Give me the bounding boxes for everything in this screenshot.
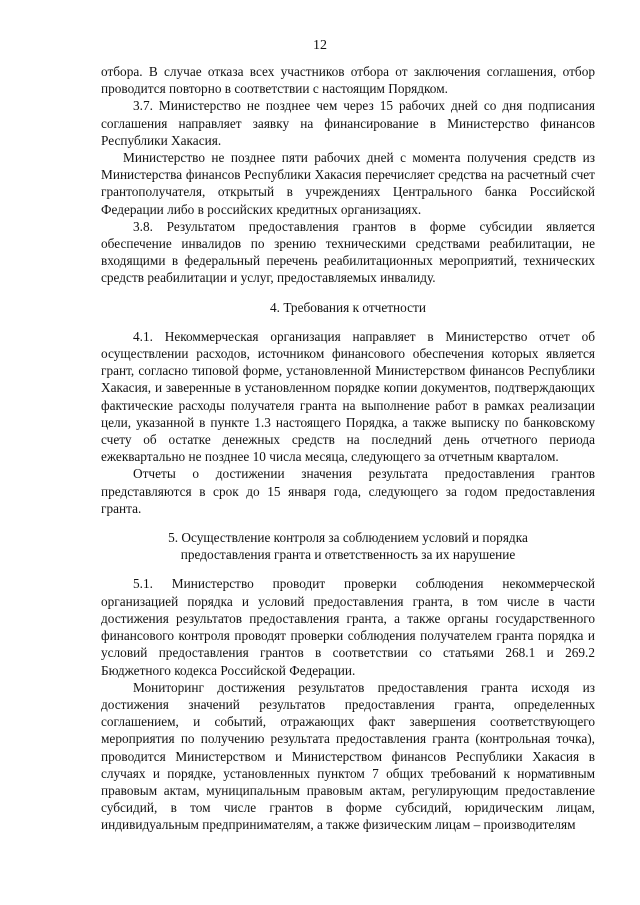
paragraph-4-1: 4.1. Некоммерческая организация направляет в Министерство отчет об осуществлении расходов, источником финансового обеспечения которых является грант, согласно типовой форме, установленной Министерством финансов Республики Хакасия, и заверенные в установленном порядке копии документов, подтверждающих фактические расходы получателя гранта на выполнение работ в рамках реализации цели, указанной в пункте 1.3 настоящего Порядка, а также выписку по банковскому счету об остатке денежных средств на последний день отчетного периода ежеквартально не позднее 10 числа месяца, следующего за отчетным кварталом.	[101, 328, 595, 465]
paragraph-continuation: отбора. В случае отказа всех участников отбора от заключения соглашения, отбор проводится повторно в соответствии с настоящим Порядком.	[101, 64, 595, 97]
document-body	[101, 63, 595, 834]
section-heading-5-line2: предоставления гранта и ответственность за их нарушение	[180, 547, 516, 563]
paragraph-5-1: 5.1. Министерство проводит проверки соблюдения некоммерческой организацией порядка и условий предоставления гранта, в том числе в части достижения результатов предоставления гранта, а также органы государственного финансового контроля проводят проверки соблюдения получателем гранта порядка и условий предоставления грантов в соответствии со статьями 268.1 и 269.2 Бюджетного кодекса Российской Федерации.	[101, 576, 595, 678]
section-heading-4: 4. Требования к отчетности	[270, 299, 426, 315]
paragraph-monitoring: Мониторинг достижения результатов предоставления гранта исходя из достижения значений результатов предоставления гранта, определенных соглашением, и событий, отражающих факт завершения соответствующего мероприятия по получению результата предоставления гранта (контрольная точка), проводится Министерством и Министерством финансов Республики Хакасия в случаях и порядке, установленных пунктом 7 общих требований к нормативным правовым актам, муниципальным правовым актам, регулирующим предоставление субсидий, в том числе грантов в форме субсидий, юридическим лицам, индивидуальным предпринимателям, а также физическим лицам – производителям	[101, 679, 595, 833]
paragraph-3-8: 3.8. Результатом предоставления грантов в форме субсидии является обеспечение инвалидов по зрению техническими средствами реабилитации, не входящими в федеральный перечень реабилитационных мероприятий, технических средств реабилитации и услуг, предоставляемых инвалиду.	[101, 218, 595, 286]
section-heading-5	[101, 529, 595, 563]
page-number: 12	[313, 38, 327, 53]
paragraph-funds-transfer: Министерство не позднее пяти рабочих дней с момента получения средств из Министерства финансов Республики Хакасия перечисляет средства на расчетный счет грантополучателя, открытый в учреждениях Центрального банка Российской Федерации либо в российских кредитных организациях.	[101, 150, 595, 217]
paragraph-reports: Отчеты о достижении значения результата предоставления грантов представляются в срок до 15 января года, следующего за годом предоставления гранта.	[101, 466, 595, 516]
paragraph-3-7: 3.7. Министерство не позднее чем через 15 рабочих дней со дня подписания соглашения направляет заявку на финансирование в Министерство финансов Республики Хакасия.	[101, 98, 595, 148]
section-heading-5-line1: 5. Осуществление контроля за соблюдением условий и порядка	[168, 530, 528, 546]
